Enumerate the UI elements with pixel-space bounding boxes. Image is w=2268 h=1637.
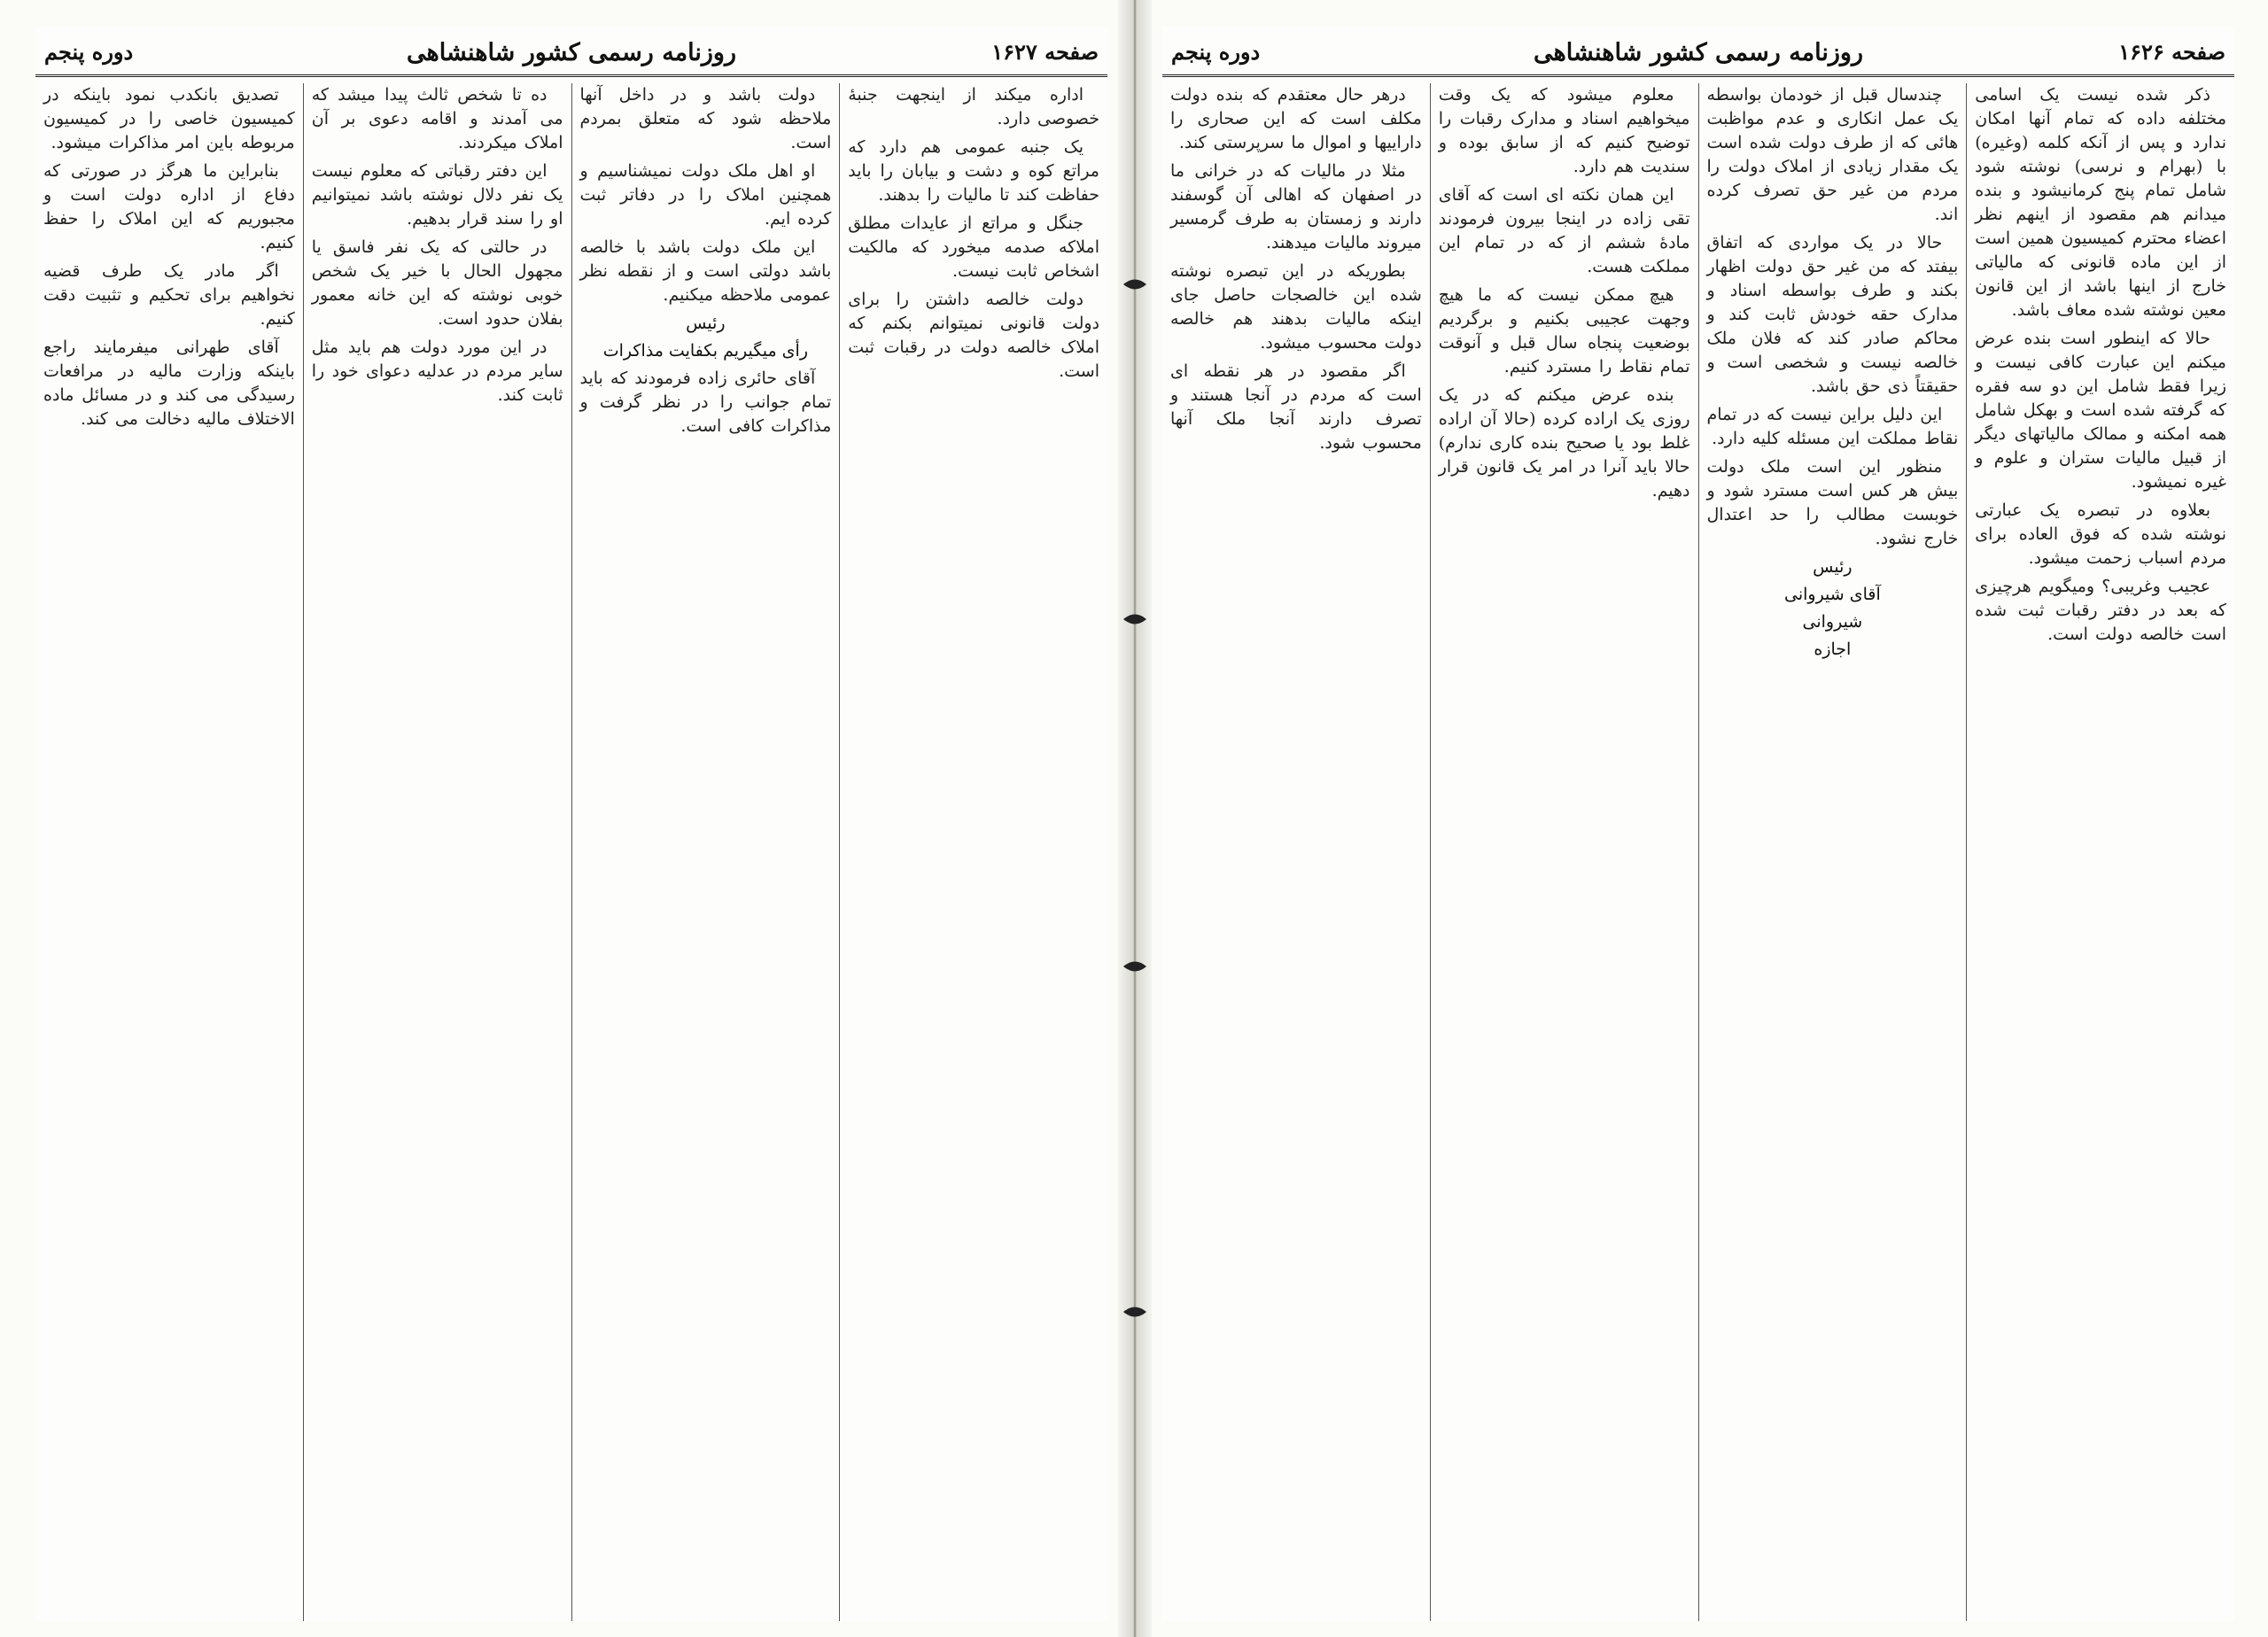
paragraph: بعلاوه در تبصره یک عبارتی نوشته شده که فوق العاده برای مردم اسباب زحمت میشود.: [1975, 500, 2226, 568]
gutter-ornament-icon: [1122, 957, 1148, 976]
text-column: [1430, 83, 1698, 1621]
gutter-ornament-icon: [1122, 609, 1148, 629]
paragraph: این دفتر رقباتی که معلوم نیست یک نفر دلال نوشته باشد نمیتوانیم او را سند قرار بدهیم.: [311, 161, 563, 229]
paragraph: این ملک دولت باشد با خالصه باشد دولتی است و از نقطه نظر عمومی ملاحظه میکنیم.: [579, 237, 832, 305]
paragraph: در حالتی که یک نفر فاسق یا مجهول الحال با خیر یک شخص خوبی نوشته که این خانه معمور بفلان حدود است.: [311, 237, 563, 329]
speaker-role: شیروانی: [1802, 612, 1863, 632]
page-number: صفحه ۱۶۲۶: [2118, 39, 2225, 65]
right-page-header: [1162, 27, 2234, 77]
paragraph: جنگل و مراتع از عایدات مطلق املاکه صدمه میخورد که مالکیت اشخاص ثابت نیست.: [848, 213, 1099, 281]
paragraph: حالا در یک مواردی که اتفاق بیفتد که من غیر حق دولت اظهار بکند و طرف بواسطه اسناد و مدارک حقه خودش ثابت کند و محاکم صادر کند که فلان ملک خالصه نیست و شخصی است و حقیقتاً ذی حق باشد.: [1706, 233, 1959, 396]
text-column: [303, 83, 571, 1621]
text-column: [839, 83, 1107, 1621]
paragraph: اگر مقصود در هر نقطه ای است که مردم در آنجا هستند و تصرف دارند آنجا ملک آنها محسوب شود.: [1170, 361, 1422, 453]
paragraph: چندسال قبل از خودمان بواسطه یک عمل انکاری و عدم مواظبت هائی که از طرف دولت شده است یک مقدار زیادی از املاک دولت را مردم من غیر حق تصرف کرده اند.: [1706, 85, 1959, 224]
paragraph: آقای حائری زاده فرمودند که باید تمام جوانب را در نظر گرفت و مذاکرات کافی است.: [579, 369, 832, 436]
paragraph: حالا که اینطور است بنده عرض میکنم این عبارت کافی نیست و زیرا فقط شامل این دو سه فقره که گرفته شده است و بهکل شامل همه امکنه و ممالک مالیاتهای دیگر از قبیل مالیات ستران و علوم و غیره نمیشود.: [1975, 329, 2226, 492]
left-page-columns: [35, 83, 1107, 1621]
right-page-columns: [1162, 83, 2234, 1621]
gutter-ornament-icon: [1122, 1302, 1148, 1322]
text-column: [35, 83, 303, 1621]
paragraph: بنده عرض میکنم که در یک روزی یک اراده کرده (حالا آن اراده غلط بود یا صحیح بنده کاری ندارم) حالا باید آنرا در امر یک قانون قرار دهیم.: [1438, 385, 1690, 500]
paragraph: مثلا در مالیات که در خرانی ما در اصفهان که اهالی آن گوسفند دارند و زمستان به طرف گرمسیر میروند مالیات میدهند.: [1170, 161, 1422, 252]
newspaper-title: روزنامه رسمی کشور شاهنشاهی: [407, 39, 736, 66]
paragraph: اداره میکند از اینجهت جنبهٔ خصوصی دارد.: [848, 85, 1099, 128]
paragraph: این همان نکته ای است که آقای تقی زاده در اینجا بیرون فرمودند مادهٔ ششم از که در تمام این مملکت هست.: [1438, 185, 1690, 276]
paragraph: آقای طهرانی میفرمایند راجع باینکه وزارت مالیه در مرافعات رسیدگی می کند و در مسائل ماده الاختلاف مالیه دخالت می کند.: [43, 337, 295, 429]
paragraph: تصدیق بانکدب نمود باینکه در کمیسیون خاصی را در کمیسیون مربوطه باین امر مذاکرات میشود.: [43, 85, 295, 152]
speaker-role: رئیس: [1813, 557, 1852, 577]
paragraph: اگر مادر یک طرف قضیه نخواهیم برای تحکیم و تثبیت دقت کنیم.: [43, 261, 295, 329]
paragraph: عجیب وغریبی؟ ومیگویم هرچیزی که بعد در دفتر رقبات ثبت شده است خالصه دولت است.: [1975, 577, 2226, 644]
paragraph: دولت باشد و در داخل آنها ملاحظه شود که متعلق بمردم است.: [579, 85, 832, 152]
text-column: [1966, 83, 2234, 1621]
session-label: دوره پنجم: [1171, 39, 1261, 65]
right-page: [1162, 27, 2234, 1621]
paragraph: این دلیل براین نیست که در تمام نقاط مملکت این مسئله کلیه دارد.: [1706, 405, 1959, 448]
left-page-header: [35, 27, 1107, 77]
speaker-role: رئیس: [686, 314, 726, 333]
page-gutter: [1118, 0, 1152, 1637]
speaker-text: اجازه: [1814, 640, 1852, 659]
paragraph: یک جنبه عمومی هم دارد که مراتع کوه و دشت و بیابان را باید حفاظت کند تا مالیات را بدهند.: [848, 137, 1099, 205]
paragraph: معلوم میشود که یک وقت میخواهیم اسناد و مدارک رقبات را توضیح کنیم که از سابق بوده و سندیت هم دارد.: [1438, 85, 1690, 176]
left-page: [35, 27, 1107, 1621]
paragraph: منظور این است ملک دولت بیش هر کس است مسترد شود و خوبست مطالب را حد اعتدال خارج نشود.: [1706, 457, 1959, 548]
paragraph: ذکر شده نیست یک اسامی مختلفه داده که تمام آنها امکان ندارد و پس از آنکه کلمه (وغیره) با (بهرام و نرسی) نوشته شود شامل تمام پنج کرمانیشود و بنده میدانم هم مقصود از اینهم نظر اعضاء محترم کمیسیون همین است از این ماده قانونی که مالیاتی خارج از اینها باشد از این قانون معین نوشته شده معاف باشد.: [1975, 85, 2226, 320]
text-column: [571, 83, 840, 1621]
paragraph: هیچ ممکن نیست که ما هیچ وجهت عجیبی بکنیم و برگردیم بوضعیت پنجاه سال قبل و آنوقت تمام نقاط را مسترد کنیم.: [1438, 285, 1690, 376]
paragraph: دولت خالصه داشتن را برای دولت قانونی نمیتوانم بکنم که املاک خالصه دولت در رقبات ثبت است.: [848, 290, 1099, 381]
page-number: صفحه ۱۶۲۷: [991, 39, 1099, 65]
paragraph: در این مورد دولت هم باید مثل سایر مردم در عدلیه دعوای خود را ثابت کند.: [311, 337, 563, 405]
paragraph: او اهل ملک دولت نمیشناسیم و همچنین املاک را در دفاتر ثبت کرده ایم.: [579, 161, 832, 229]
paragraph: درهر حال معتقدم که بنده دولت مکلف است که این صحاری را داراییها و اموال ما سرپرستی کند.: [1170, 85, 1422, 152]
gutter-ornament-icon: [1122, 275, 1148, 294]
paragraph: ده تا شخص ثالث پیدا میشد که می آمدند و اقامه دعوی بر آن املاک میکردند.: [311, 85, 563, 152]
text-column: [1698, 83, 1967, 1621]
text-column: [1162, 83, 1430, 1621]
newspaper-title: روزنامه رسمی کشور شاهنشاهی: [1534, 39, 1863, 66]
speaker-text: رأی میگیریم بکفایت مذاکرات: [602, 341, 808, 361]
paragraph: بنابراین ما هرگز در صورتی که دفاع از اداره دولت است و مجبوریم که این املاک را حفظ کنیم.: [43, 161, 295, 252]
session-label: دوره پنجم: [44, 39, 134, 65]
paragraph: بطوریکه در این تبصره نوشته شده این خالصجات حاصل جای اینکه مالیات بدهند هم خالصه دولت محسوب میشود.: [1170, 261, 1422, 353]
speaker-text: آقای شیروانی: [1783, 585, 1881, 604]
